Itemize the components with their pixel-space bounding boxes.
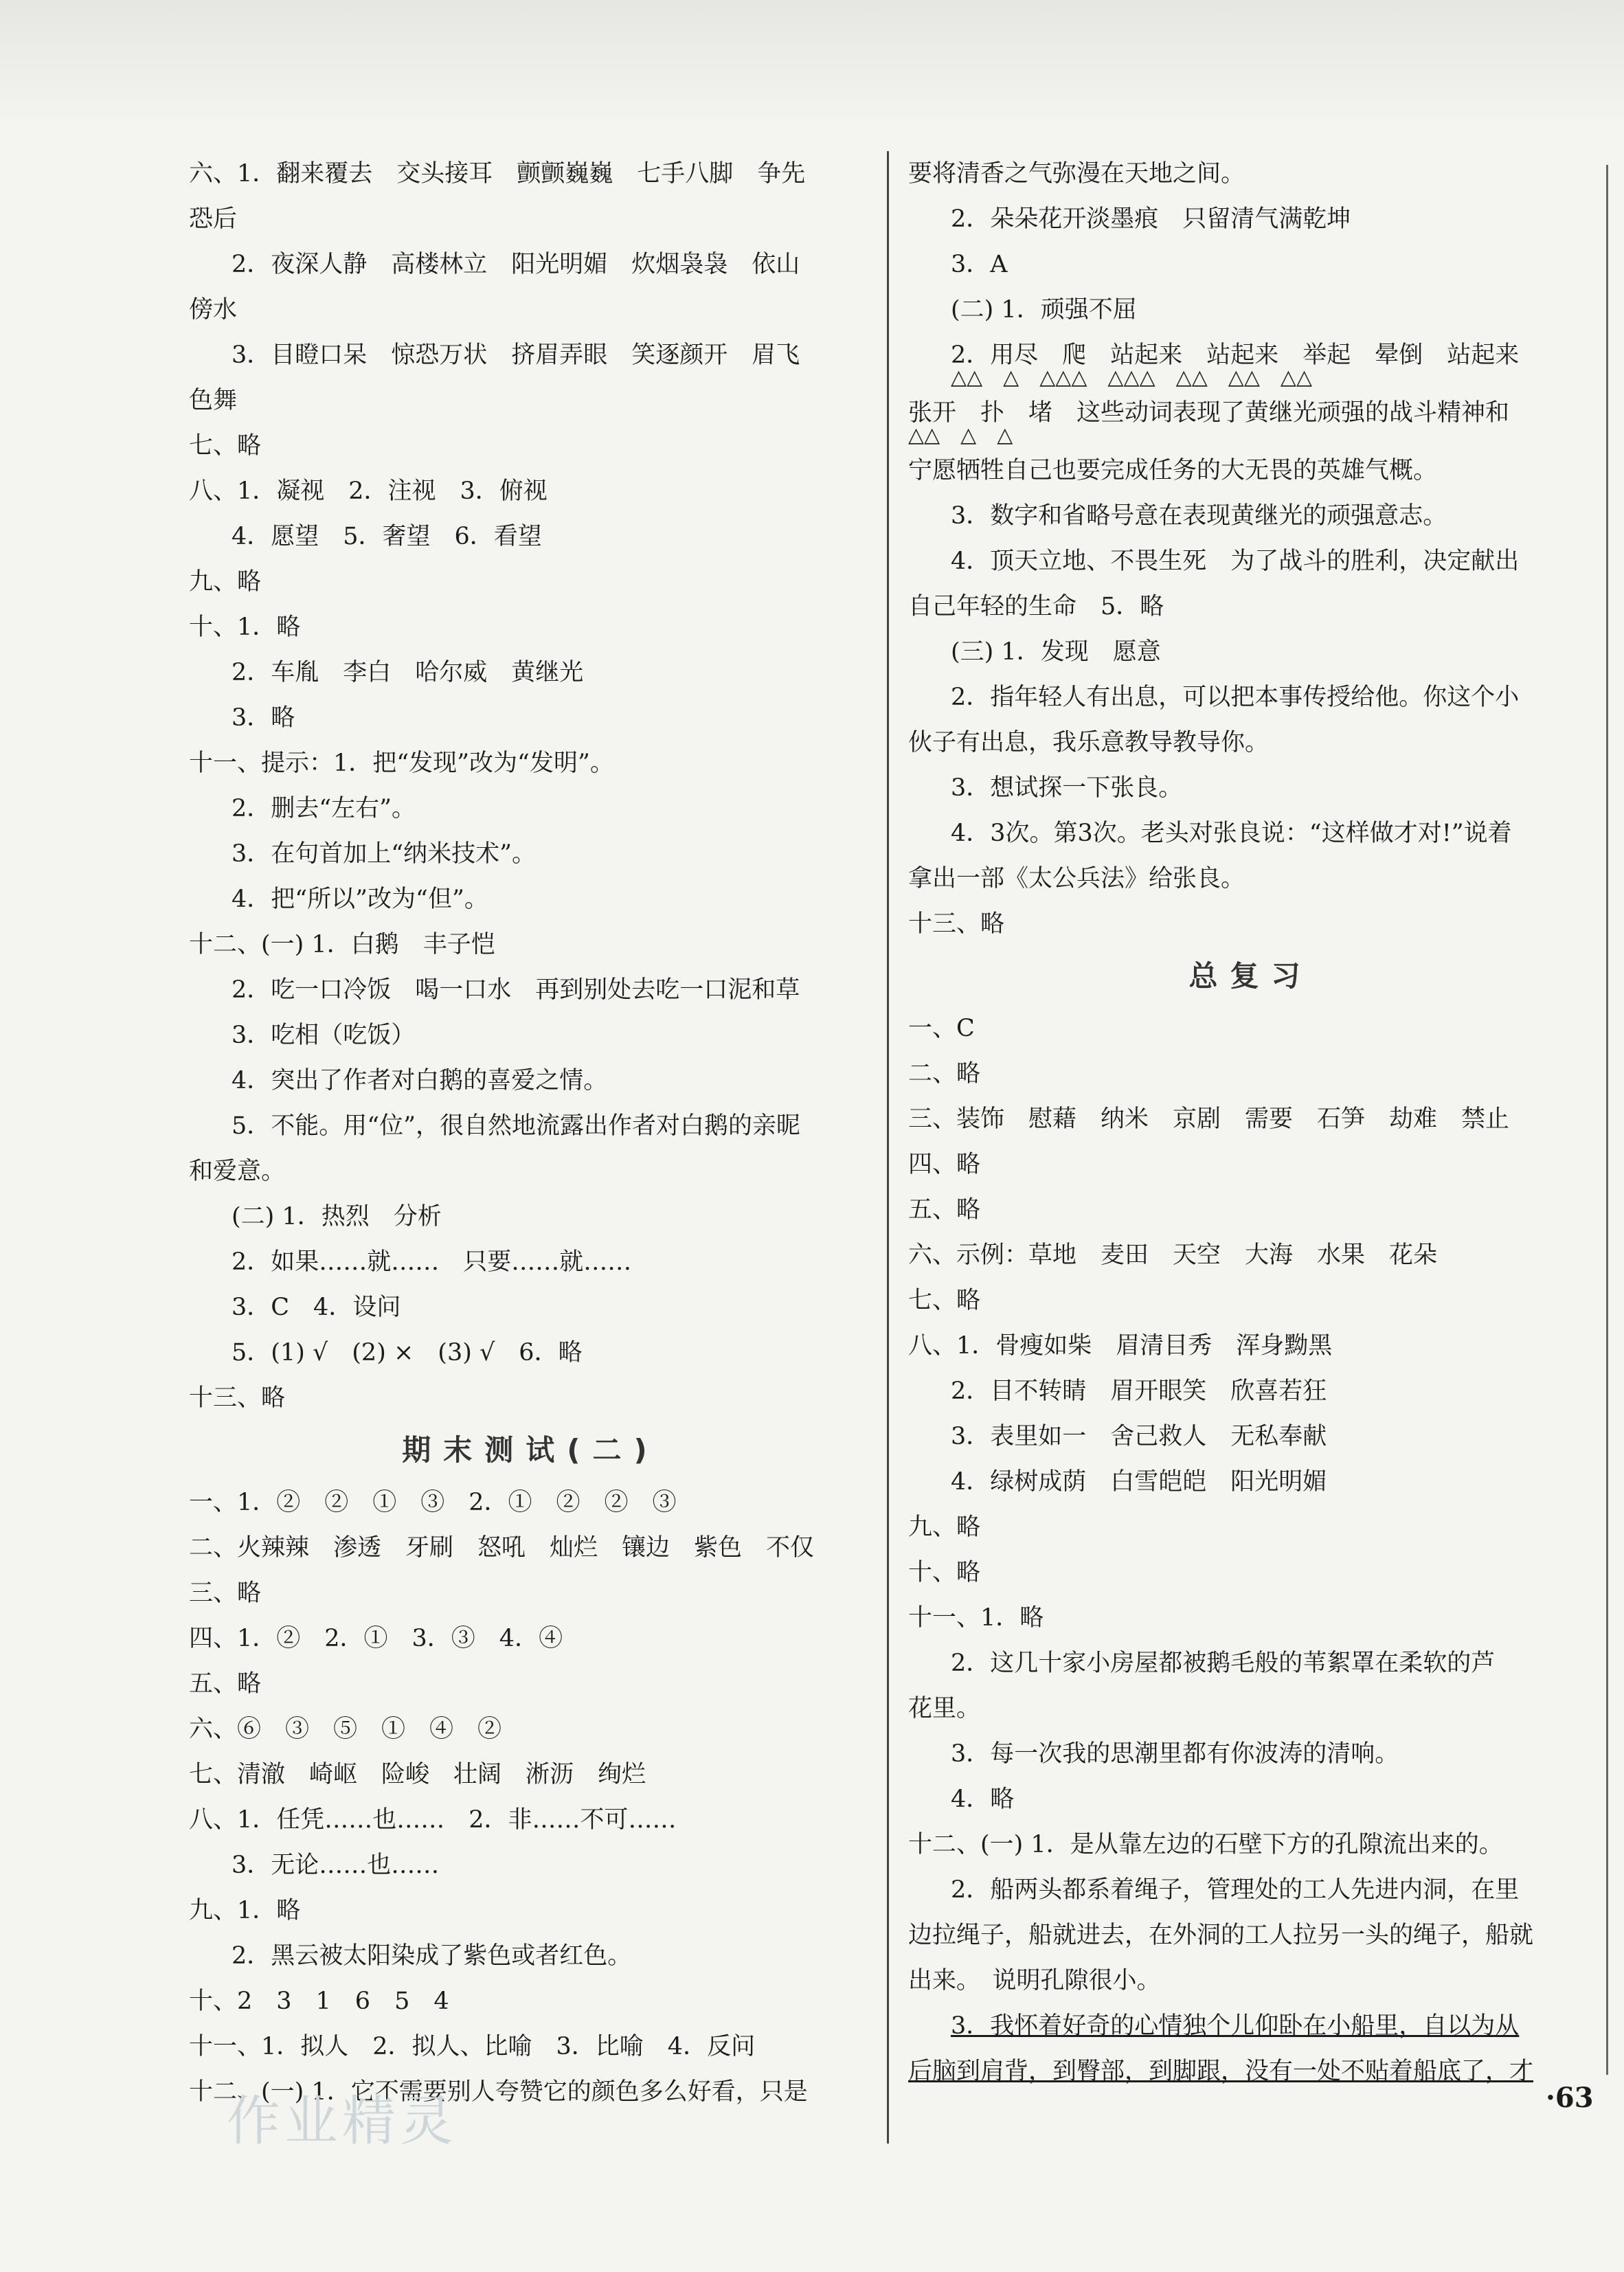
answer-line: 十三、略 bbox=[908, 910, 1005, 938]
answer-line: 4．愿望 5．奢望 6．看望 bbox=[232, 523, 542, 550]
answer-line: 十一、提示：1．把“发现”改为“发明”。 bbox=[189, 750, 614, 777]
answer-line: 十、2 3 1 6 5 4 bbox=[189, 1988, 449, 2015]
answer-line: 九、1．略 bbox=[189, 1897, 301, 1924]
answer-line: 3．吃相（吃饭） bbox=[232, 1022, 416, 1049]
left-column bbox=[189, 151, 872, 2115]
answer-line: 二、火辣辣 渗透 牙刷 怒吼 灿烂 镶边 紫色 不仅 bbox=[189, 1534, 815, 1562]
answer-line: 花里。 bbox=[908, 1695, 981, 1722]
answer-line: 要将清香之气弥漫在天地之间。 bbox=[908, 160, 1245, 188]
left-answers-part2 bbox=[189, 1480, 872, 2115]
answer-line: 自己年轻的生命 5．略 bbox=[908, 593, 1164, 620]
answer-line: 一、1．② ② ① ③ 2．① ② ② ③ bbox=[189, 1489, 677, 1516]
answer-line: 五、略 bbox=[189, 1670, 262, 1698]
answer-line: 4．把“所以”改为“但”。 bbox=[232, 886, 488, 913]
answer-line: 3．略 bbox=[232, 704, 295, 732]
answer-line: 2．夜深人静 高楼林立 阳光明媚 炊烟袅袅 依山 bbox=[232, 251, 800, 278]
answer-line: 2．吃一口冷饭 喝一口水 再到别处去吃一口泥和草 bbox=[232, 976, 800, 1004]
answer-line: 十二、(一) 1．是从靠左边的石壁下方的孔隙流出来的。 bbox=[908, 1831, 1503, 1858]
emphasis-marks-2: △△ △ △ bbox=[908, 423, 1013, 447]
column-divider bbox=[887, 151, 889, 2144]
answer-line: 十二、(一) 1．它不需要别人夸赞它的颜色多么好看，只是 bbox=[189, 2078, 808, 2106]
answer-line: 5．(1) √ (2) × (3) √ 6．略 bbox=[232, 1339, 583, 1366]
answer-line: 五、略 bbox=[908, 1196, 981, 1224]
right-column bbox=[908, 151, 1593, 2094]
answer-line: 宁愿牺牲自己也要完成任务的大无畏的英雄气概。 bbox=[908, 457, 1438, 484]
answer-line: 六、示例：草地 麦田 天空 大海 水果 花朵 bbox=[908, 1241, 1438, 1269]
answer-line: 和爱意。 bbox=[189, 1158, 286, 1185]
answer-line: 十二、(一) 1．白鹅 丰子恺 bbox=[189, 931, 495, 958]
watermark-text: 作业精灵 bbox=[227, 2091, 458, 2152]
answer-line: 八、1．凝视 2．注视 3．俯视 bbox=[189, 477, 548, 505]
answer-line: 3．想试探一下张良。 bbox=[951, 774, 1183, 802]
answer-line: 十、略 bbox=[908, 1559, 981, 1586]
answer-line: 十、1．略 bbox=[189, 614, 301, 641]
answer-line: 四、略 bbox=[908, 1151, 981, 1178]
answer-line: 2．朵朵花开淡墨痕 只留清气满乾坤 bbox=[951, 205, 1351, 233]
page-top-shade bbox=[0, 0, 1624, 131]
answer-line: 3．在句首加上“纳米技术”。 bbox=[232, 840, 537, 868]
answer-line: 七、清澈 崎岖 险峻 壮阔 淅沥 绚烂 bbox=[189, 1761, 646, 1788]
answer-line: 六、1．翻来覆去 交头接耳 颤颤巍巍 七手八脚 争先 bbox=[189, 160, 806, 188]
answer-line: (三) 1．发现 愿意 bbox=[951, 638, 1161, 666]
answer-line: 2．目不转睛 眉开眼笑 欣喜若狂 bbox=[951, 1377, 1327, 1405]
answer-line: 2．删去“左右”。 bbox=[232, 795, 416, 822]
answer-line: 5．不能。用“位”，很自然地流露出作者对白鹅的亲昵 bbox=[232, 1112, 801, 1140]
answer-line: (二) 1．顽强不屈 bbox=[951, 296, 1137, 324]
answer-line: 色舞 bbox=[189, 387, 238, 414]
answer-line: 3．表里如一 舍己救人 无私奉献 bbox=[951, 1423, 1327, 1450]
answer-line: 3．数字和省略号意在表现黄继光的顽强意志。 bbox=[951, 502, 1447, 530]
answer-line: 十三、略 bbox=[189, 1384, 286, 1412]
answer-line: 2．如果……就…… 只要……就…… bbox=[232, 1248, 632, 1276]
marked-verbs-line-2: 张开 扑 堵 这些动词表现了黄继光顽强的战斗精神和 bbox=[908, 399, 1510, 427]
answer-line: 傍水 bbox=[189, 296, 238, 324]
left-answers-part1 bbox=[189, 151, 872, 1421]
page-edge-rule bbox=[1606, 165, 1608, 2075]
answer-line: 三、装饰 慰藉 纳米 京剧 需要 石笋 劫难 禁止 bbox=[908, 1105, 1510, 1133]
answer-line: 2．车胤 李白 哈尔威 黄继光 bbox=[232, 659, 584, 686]
section-title-general-review: 总复习 bbox=[1188, 959, 1313, 993]
answer-line: 4．3次。第3次。老头对张良说：“这样做才对!”说着 bbox=[951, 820, 1512, 847]
right-answers-underlined bbox=[908, 2003, 1593, 2094]
answer-line: 3．C 4．设问 bbox=[232, 1294, 401, 1321]
answer-line: 三、略 bbox=[189, 1579, 262, 1607]
right-answers-part2 bbox=[908, 448, 1593, 947]
answer-line: 六、⑥ ③ ⑤ ① ④ ② bbox=[189, 1716, 502, 1743]
right-answers-part1 bbox=[908, 151, 1593, 333]
answer-line: 后脑到肩背，到臀部，到脚跟，没有一处不贴着船底了，才 bbox=[908, 2058, 1534, 2085]
page-number: ·63 bbox=[1546, 2082, 1594, 2114]
marked-verbs-line: 2．用尽 爬 站起来 站起来 举起 晕倒 站起来 bbox=[951, 341, 1520, 369]
answer-line: 出来。 说明孔隙很小。 bbox=[908, 1967, 1161, 1994]
answer-line: 十一、1．略 bbox=[908, 1604, 1044, 1632]
answer-line: 2．指年轻人有出息，可以把本事传授给他。你这个小 bbox=[951, 684, 1520, 711]
answer-line: 4．绿树成荫 白雪皑皑 阳光明媚 bbox=[951, 1468, 1327, 1496]
answer-line: 十一、1．拟人 2．拟人、比喻 3．比喻 4．反问 bbox=[189, 2033, 756, 2060]
answer-line: 一、C bbox=[908, 1015, 975, 1042]
answer-line: 二、略 bbox=[908, 1060, 981, 1088]
emphasis-marks: △△ △ △△△ △△△ △△ △△ △△ bbox=[951, 365, 1313, 390]
answer-line: 九、略 bbox=[908, 1514, 981, 1541]
answer-line: 3．A bbox=[951, 251, 1008, 278]
answer-line: 2．这几十家小房屋都被鹅毛般的苇絮罩在柔软的芦 bbox=[951, 1650, 1496, 1677]
answer-line: 2．黑云被太阳染成了紫色或者红色。 bbox=[232, 1942, 632, 1970]
answer-line: 拿出一部《太公兵法》给张良。 bbox=[908, 865, 1245, 892]
answer-line: 伙子有出息，我乐意教导教导你。 bbox=[908, 729, 1270, 756]
answer-line: 边拉绳子，船就进去，在外洞的工人拉另一头的绳子，船就 bbox=[908, 1922, 1534, 1949]
right-answers-part3 bbox=[908, 1006, 1593, 2003]
answer-line: 恐后 bbox=[189, 205, 238, 233]
answer-line: 4．突出了作者对白鹅的喜爱之情。 bbox=[232, 1067, 608, 1094]
answer-line: 3．无论……也…… bbox=[232, 1852, 440, 1879]
answer-line: 4．顶天立地、不畏生死 为了战斗的胜利，决定献出 bbox=[951, 548, 1520, 575]
answer-line: 八、1．骨瘦如柴 眉清目秀 浑身黝黑 bbox=[908, 1332, 1333, 1360]
answer-line: 七、略 bbox=[908, 1287, 981, 1314]
answer-line: 3．每一次我的思潮里都有你波涛的清响。 bbox=[951, 1740, 1399, 1768]
answer-line: 4．略 bbox=[951, 1786, 1015, 1813]
answer-line: 九、略 bbox=[189, 568, 262, 596]
answer-line: (二) 1．热烈 分析 bbox=[232, 1203, 442, 1230]
section-title-final-test-2: 期末测试(二) bbox=[402, 1433, 659, 1467]
answer-line: 四、1．② 2．① 3．③ 4．④ bbox=[189, 1625, 563, 1652]
answer-line: 七、略 bbox=[189, 432, 262, 460]
answer-line: 2．船两头都系着绳子，管理处的工人先进内洞，在里 bbox=[951, 1876, 1520, 1904]
answer-line: 3．我怀着好奇的心情独个儿仰卧在小船里，自以为从 bbox=[951, 2012, 1520, 2040]
answer-line: 八、1．任凭……也…… 2．非……不可…… bbox=[189, 1806, 677, 1834]
answer-line: 3．目瞪口呆 惊恐万状 挤眉弄眼 笑逐颜开 眉飞 bbox=[232, 341, 800, 369]
